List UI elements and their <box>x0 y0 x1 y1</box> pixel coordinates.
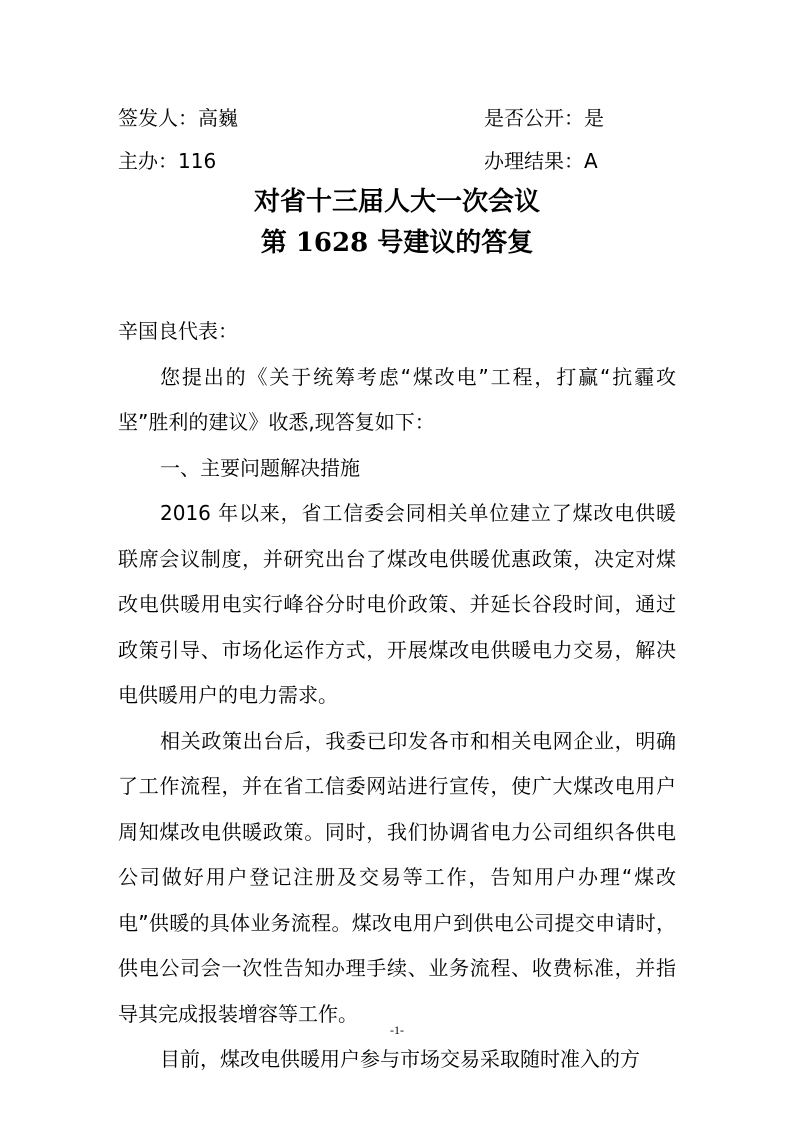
document-title-line-1: 对省十三届人大一次会议 <box>253 187 540 217</box>
result-field: 办理结果：A <box>484 149 598 173</box>
section-heading: 一、主要问题解决措施 <box>160 455 360 480</box>
paragraph-3: 目前，煤改电供暖用户参与市场交易采取随时准入的方 <box>160 1047 640 1071</box>
signer-field: 签发人：高巍 <box>118 106 238 130</box>
public-status-field: 是否公开：是 <box>484 106 604 130</box>
document-title-line-2: 第 1628 号建议的答复 <box>260 228 534 258</box>
document-body <box>118 309 676 1083</box>
handler-field: 主办：116 <box>118 149 217 173</box>
paragraph-2: 相关政策出台后，我委已印发各市和相关电网企业，明确了工作流程，并在省工信委网站进行宣传，使广大煤改电用户周知煤改电供暖政策。同时，我们协调省电力公司组织各供电公司做好用户登记注册及交易等工作，告知用户办理“煤改电”供暖的具体业务流程。煤改电用户到供电公司提交申请时，供电公司会一次性告知办理手续、业务流程、收费标准，并指导其完成报装增容等工作。 <box>118 728 676 1026</box>
page-number: -1- <box>390 1023 404 1037</box>
salutation: 辛国良代表： <box>118 319 238 343</box>
paragraph-1: 2016 年以来，省工信委会同相关单位建立了煤改电供暖联席会议制度，并研究出台了煤改电供暖优惠政策，决定对煤改电供暖用电实行峰谷分时电价政策、并延长谷段时间，通过政策引导、市场化运作方式，开展煤改电供暖电力交易，解决电供暖用户的电力需求。 <box>118 501 676 707</box>
intro-paragraph: 您提出的《关于统筹考虑“煤改电”工程，打赢“抗霾攻坚”胜利的建议》收悉,现答复如下： <box>118 364 676 434</box>
